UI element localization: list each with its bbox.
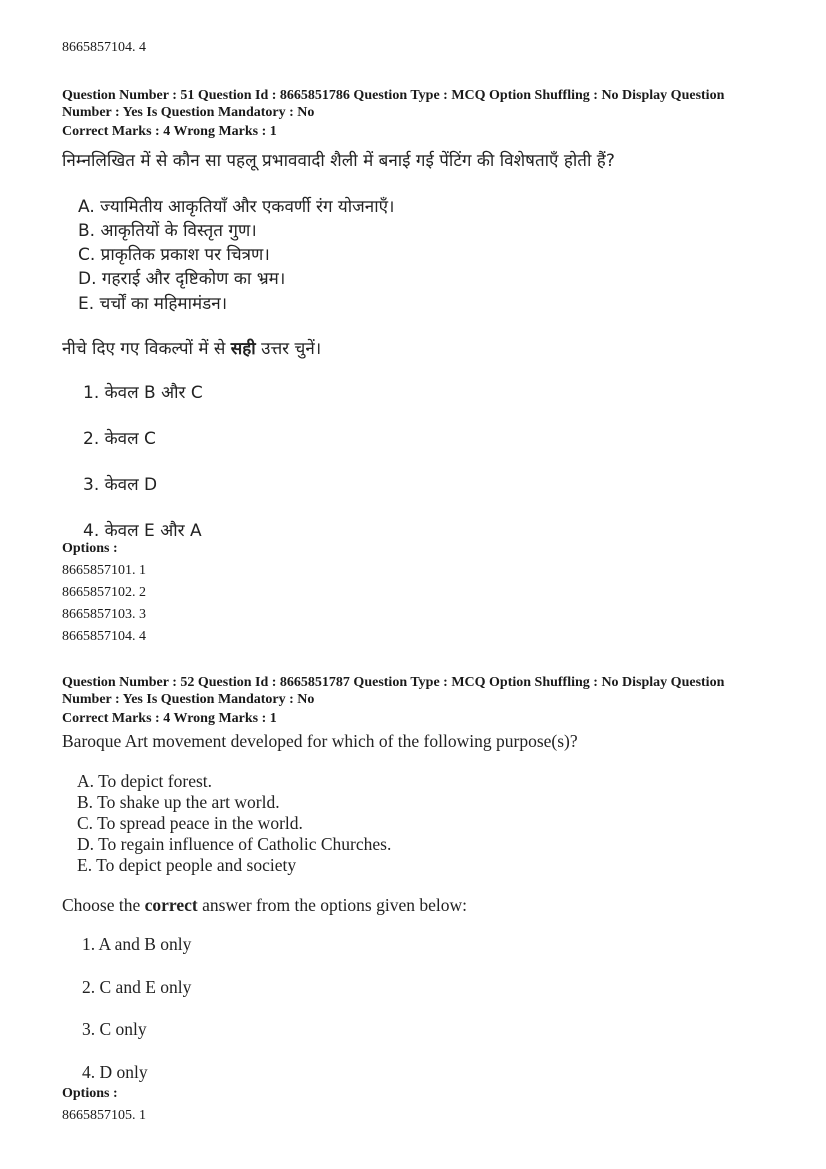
statement-item: A. ज्यामितीय आकृतियाँ और एकवर्णी रंग योजनाएँ। [78,197,395,217]
previous-answer-line: 8665857104. 4 [62,40,146,55]
instruction-text: नीचे दिए गए विकल्पों में से सही उत्तर चुनें। [62,339,322,359]
question-marks: Correct Marks : 4 Wrong Marks : 1 [62,124,277,139]
option-id: 8665857101. 1 [62,563,146,578]
instruction-bold: correct [144,895,198,915]
option-id: 8665857103. 3 [62,607,146,622]
statement-item: B. To shake up the art world. [77,792,280,812]
instruction-bold: सही [230,339,256,359]
choice-item: 1. A and B only [82,934,192,954]
question-text: निम्नलिखित में से कौन सा पहलू प्रभाववादी शैली में बनाई गई पेंटिंग की विशेषताएँ होती हैं? [62,151,615,171]
statement-item: D. To regain influence of Catholic Churches. [77,834,392,854]
question-meta-line1: Question Number : 51 Question Id : 8665851786 Question Type : MCQ Option Shuffling : No Display Question [62,88,725,103]
statement-item: A. To depict forest. [77,771,213,791]
choice-item: 3. C only [82,1019,147,1039]
statement-item: C. To spread peace in the world. [77,813,303,833]
option-id: 8665857105. 1 [62,1108,146,1123]
question-meta-line2: Number : Yes Is Question Mandatory : No [62,105,315,120]
statement-item: E. To depict people and society [77,855,297,875]
options-label: Options : [62,541,118,556]
option-id: 8665857104. 4 [62,629,146,644]
statement-item: B. आकृतियों के विस्तृत गुण। [78,221,257,241]
statement-item: D. गहराई और दृष्टिकोण का भ्रम। [78,269,286,289]
choice-item: 1. केवल B और C [83,383,203,403]
question-meta-line1: Question Number : 52 Question Id : 8665851787 Question Type : MCQ Option Shuffling : No Display Question [62,675,725,690]
instruction-text: Choose the correct answer from the options given below: [62,895,468,915]
question-marks: Correct Marks : 4 Wrong Marks : 1 [62,711,277,726]
question-text: Baroque Art movement developed for which of the following purpose(s)? [62,731,578,751]
question-meta-line2: Number : Yes Is Question Mandatory : No [62,692,315,707]
choice-item: 4. केवल E और A [83,521,202,541]
statement-item: E. चर्चों का महिमामंडन। [78,294,228,314]
choice-item: 4. D only [82,1062,148,1082]
option-id: 8665857102. 2 [62,585,146,600]
statement-item: C. प्राकृतिक प्रकाश पर चित्रण। [78,245,270,265]
options-label: Options : [62,1086,118,1101]
choice-item: 2. केवल C [83,429,156,449]
choice-item: 2. C and E only [82,977,192,997]
choice-item: 3. केवल D [83,475,158,495]
